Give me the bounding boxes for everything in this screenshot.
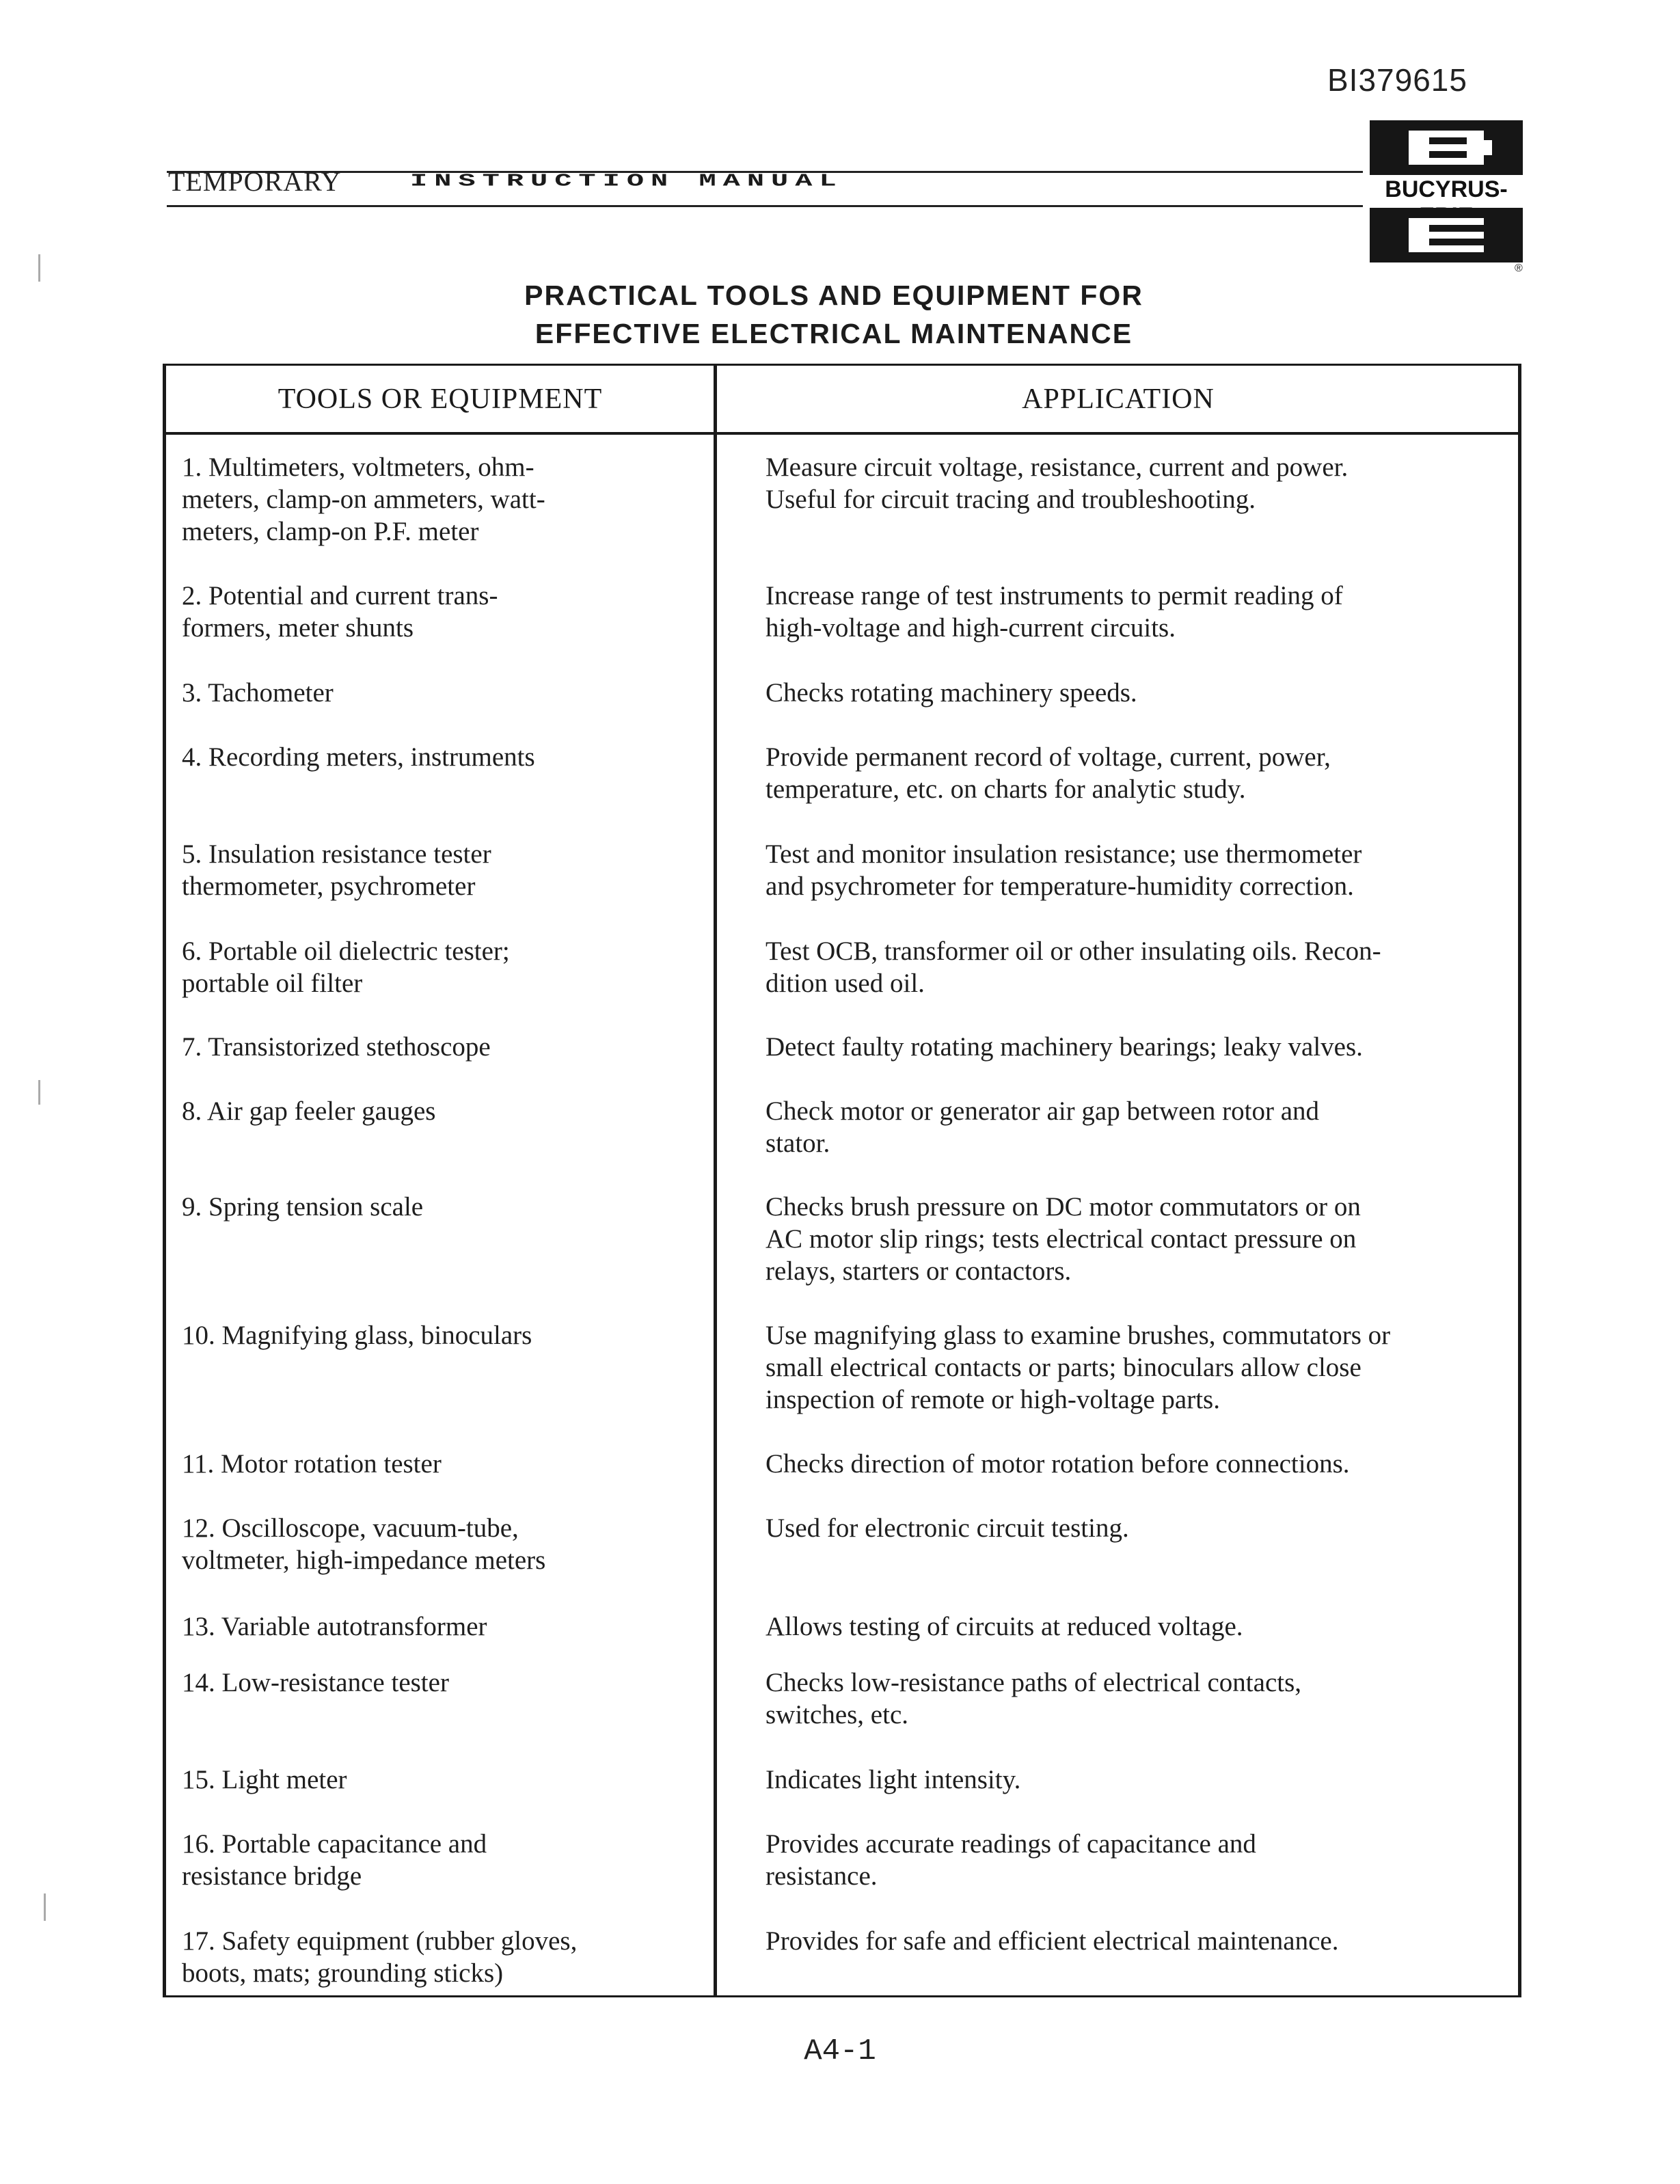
tool-cell: 7. Transistorized stethoscope [182,1032,491,1062]
table-column-divider [714,364,717,1997]
application-cell: Checks direction of motor rotation before connections. [766,1449,1350,1479]
tool-cell: 1. Multimeters, voltmeters, ohm- meters, clamp-on ammeters, watt- meters, clamp-on P.F. meter [182,453,545,546]
tool-cell: 14. Low-resistance tester [182,1668,449,1697]
page-number: A4-1 [804,2034,876,2068]
tool-cell: 12. Oscilloscope, vacuum-tube, voltmeter, high-impedance meters [182,1513,546,1575]
application-cell: Provide permanent record of voltage, current, power, temperature, etc. on charts for analytic study. [766,742,1331,804]
tool-cell: 4. Recording meters, instruments [182,742,535,772]
registered-mark-icon: ® [1515,262,1523,274]
tool-cell: 3. Tachometer [182,678,334,707]
tool-cell: 6. Portable oil dielectric tester; portable oil filter [182,936,510,998]
header-temporary-label: TEMPORARY [168,166,342,197]
application-cell: Check motor or generator air gap between rotor and stator. [766,1096,1320,1158]
tool-cell: 15. Light meter [182,1765,347,1794]
tool-cell: 10. Magnifying glass, binoculars [182,1321,532,1350]
application-cell: Increase range of test instruments to permit reading of high-voltage and high-current circuits. [766,581,1343,643]
application-cell: Use magnifying glass to examine brushes, commutators or small electrical contacts or parts; binoculars allow close inspection of remote or high-voltage parts. [766,1321,1391,1414]
application-cell: Measure circuit voltage, resistance, current and power. Useful for circuit tracing and troubleshooting. [766,453,1349,514]
tool-cell: 17. Safety equipment (rubber gloves, boots, mats; grounding sticks) [182,1926,578,1988]
logo-b-block [1370,120,1523,175]
application-cell: Test OCB, transformer oil or other insulating oils. Recon- dition used oil. [766,936,1381,998]
tool-cell: 13. Variable autotransformer [182,1612,487,1641]
column-header-application: APPLICATION [1022,383,1215,415]
document-id: BI379615 [1327,62,1467,98]
application-cell: Provides for safe and efficient electrical maintenance. [766,1926,1339,1956]
scan-mark [44,1893,46,1921]
header-rule-bottom [167,205,1363,207]
table-header-rule [163,432,1521,435]
title-line-2: EFFECTIVE ELECTRICAL MAINTENANCE [534,318,1133,349]
application-cell: Checks low-resistance paths of electrical contacts, switches, etc. [766,1668,1302,1729]
tool-cell: 11. Motor rotation tester [182,1449,442,1479]
scan-mark [38,1080,40,1105]
application-cell: Used for electronic circuit testing. [766,1513,1129,1543]
logo-e-icon [1388,214,1504,256]
application-cell: Provides accurate readings of capacitance and resistance. [766,1829,1256,1891]
tool-cell: 2. Potential and current trans- formers, meter shunts [182,581,498,643]
tool-cell: 16. Portable capacitance and resistance bridge [182,1829,487,1891]
tool-cell: 5. Insulation resistance tester thermometer, psychrometer [182,839,491,901]
logo-b-icon [1388,126,1504,169]
page-title [410,276,1258,353]
logo-name: BUCYRUS- [1385,176,1508,202]
application-cell: Indicates light intensity. [766,1765,1021,1794]
application-cell: Checks brush pressure on DC motor commutators or on AC motor slip rings; tests electrical contact pressure on relays, starters or contactors. [766,1192,1361,1286]
application-cell: Checks rotating machinery speeds. [766,678,1137,707]
logo-e-block [1370,208,1523,262]
tool-cell: 8. Air gap feeler gauges [182,1096,436,1126]
title-line-1: PRACTICAL TOOLS AND EQUIPMENT FOR [524,280,1143,311]
header-manual-title: INSTRUCTION MANUAL [410,171,843,191]
column-header-tools: TOOLS OR EQUIPMENT [277,383,603,415]
scan-mark [38,254,40,282]
tool-cell: 9. Spring tension scale [182,1192,424,1222]
application-cell: Detect faulty rotating machinery bearings; leaky valves. [766,1032,1363,1062]
application-cell: Allows testing of circuits at reduced voltage. [766,1612,1243,1641]
application-cell: Test and monitor insulation resistance; use thermometer and psychrometer for temperature-humidity correction. [766,839,1362,901]
